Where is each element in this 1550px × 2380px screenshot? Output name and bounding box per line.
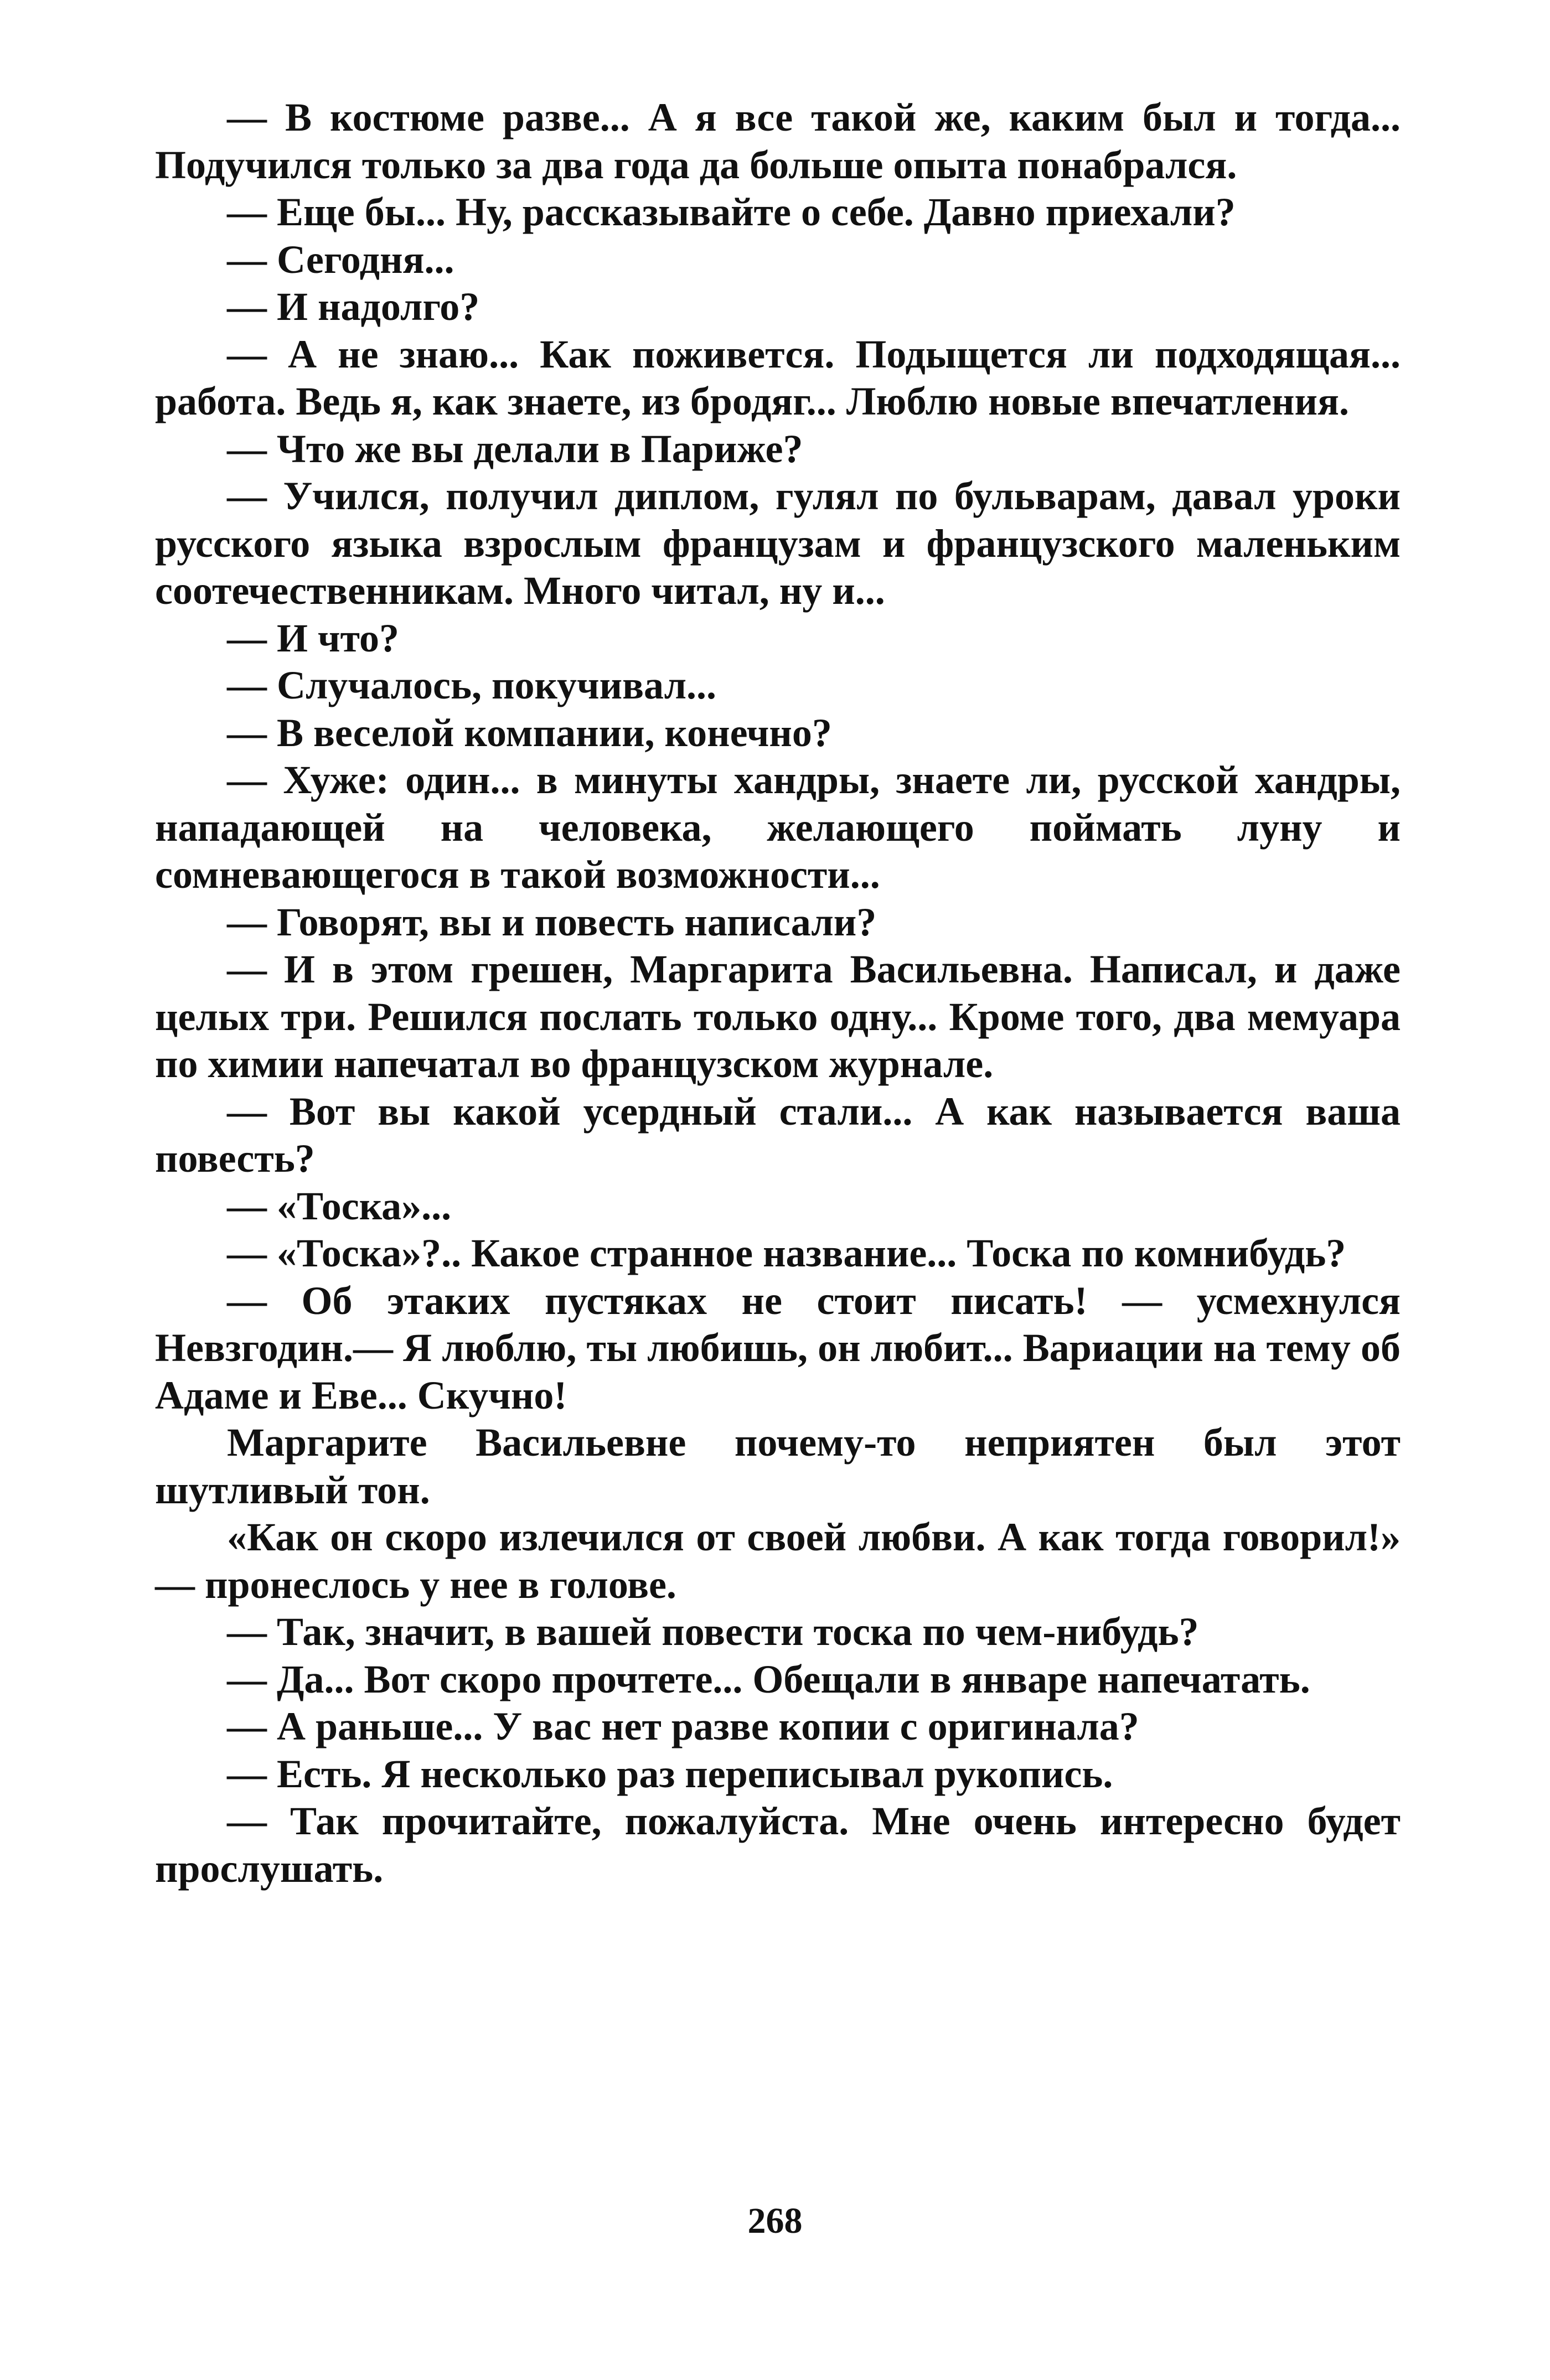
page-number: 268 bbox=[747, 2201, 803, 2241]
paragraph: «Как он скоро излечился от своей любви. А как тогда говорил!» — пронеслось у нее в голове. bbox=[155, 1515, 1401, 1607]
paragraph: — Еще бы... Ну, рассказывайте о себе. Давно приехали? bbox=[227, 190, 1236, 234]
paragraph: Маргарите Васильевне почему-то неприятен был этот шутливый тон. bbox=[155, 1420, 1401, 1512]
paragraph: — В веселой компании, конечно? bbox=[227, 710, 832, 755]
paragraph: — «Тоска»?.. Какое странное название... Тоска по комнибудь? bbox=[227, 1231, 1346, 1275]
paragraph: — Случалось, покучивал... bbox=[227, 663, 717, 707]
paragraph: — Об этаких пустяках не стоит писать! — усмехнулся Невзгодин.— Я люблю, ты любишь, он любит... Вариации на тему об Адаме и Еве... Скучно! bbox=[155, 1278, 1401, 1417]
paragraph: — Так, значит, в вашей повести тоска по чем-нибудь? bbox=[227, 1610, 1199, 1654]
paragraph: — Что же вы делали в Париже? bbox=[227, 426, 803, 471]
paragraph: — И что? bbox=[227, 615, 400, 660]
book-page bbox=[155, 94, 1401, 1892]
paragraph: — Да... Вот скоро прочтете... Обещали в январе напечатать. bbox=[227, 1657, 1310, 1701]
paragraph: — Есть. Я несколько раз переписывал рукопись. bbox=[227, 1751, 1113, 1796]
paragraph: — Учился, получил диплом, гулял по бульварам, давал уроки русского языка взрослым французам и французского маленьким соотечественникам. Много читал, ну и... bbox=[155, 474, 1401, 613]
paragraph: — Вот вы какой усердный стали... А как называется ваша повесть? bbox=[155, 1089, 1401, 1181]
paragraph: — Так прочитайте, пожалуйста. Мне очень интересно будет прослушать. bbox=[155, 1799, 1401, 1891]
paragraph: — «Тоска»... bbox=[227, 1183, 452, 1228]
paragraph: — В костюме разве... А я все такой же, каким был и тогда... Подучился только за два года да больше опыта понабрался. bbox=[155, 95, 1401, 187]
paragraph: — Сегодня... bbox=[227, 237, 454, 282]
paragraph: — А не знаю... Как поживется. Подыщется ли подходящая... работа. Ведь я, как знаете, из бродяг... Люблю новые впечатления. bbox=[155, 332, 1401, 423]
body-text bbox=[155, 94, 1401, 1892]
paragraph: — Хуже: один... в минуты хандры, знаете ли, русской хандры, нападающей на человека, желающего поймать луну и сомневающегося в такой возможности... bbox=[155, 758, 1401, 897]
paragraph: — А раньше... У вас нет разве копии с оригинала? bbox=[227, 1704, 1139, 1748]
paragraph: — И надолго? bbox=[227, 284, 480, 329]
paragraph: — И в этом грешен, Маргарита Васильевна. Написал, и даже целых три. Решился послать только одну... Кроме того, два мемуара по химии напечатал во французском журнале. bbox=[155, 947, 1401, 1086]
paragraph: — Говорят, вы и повесть написали? bbox=[227, 899, 877, 944]
